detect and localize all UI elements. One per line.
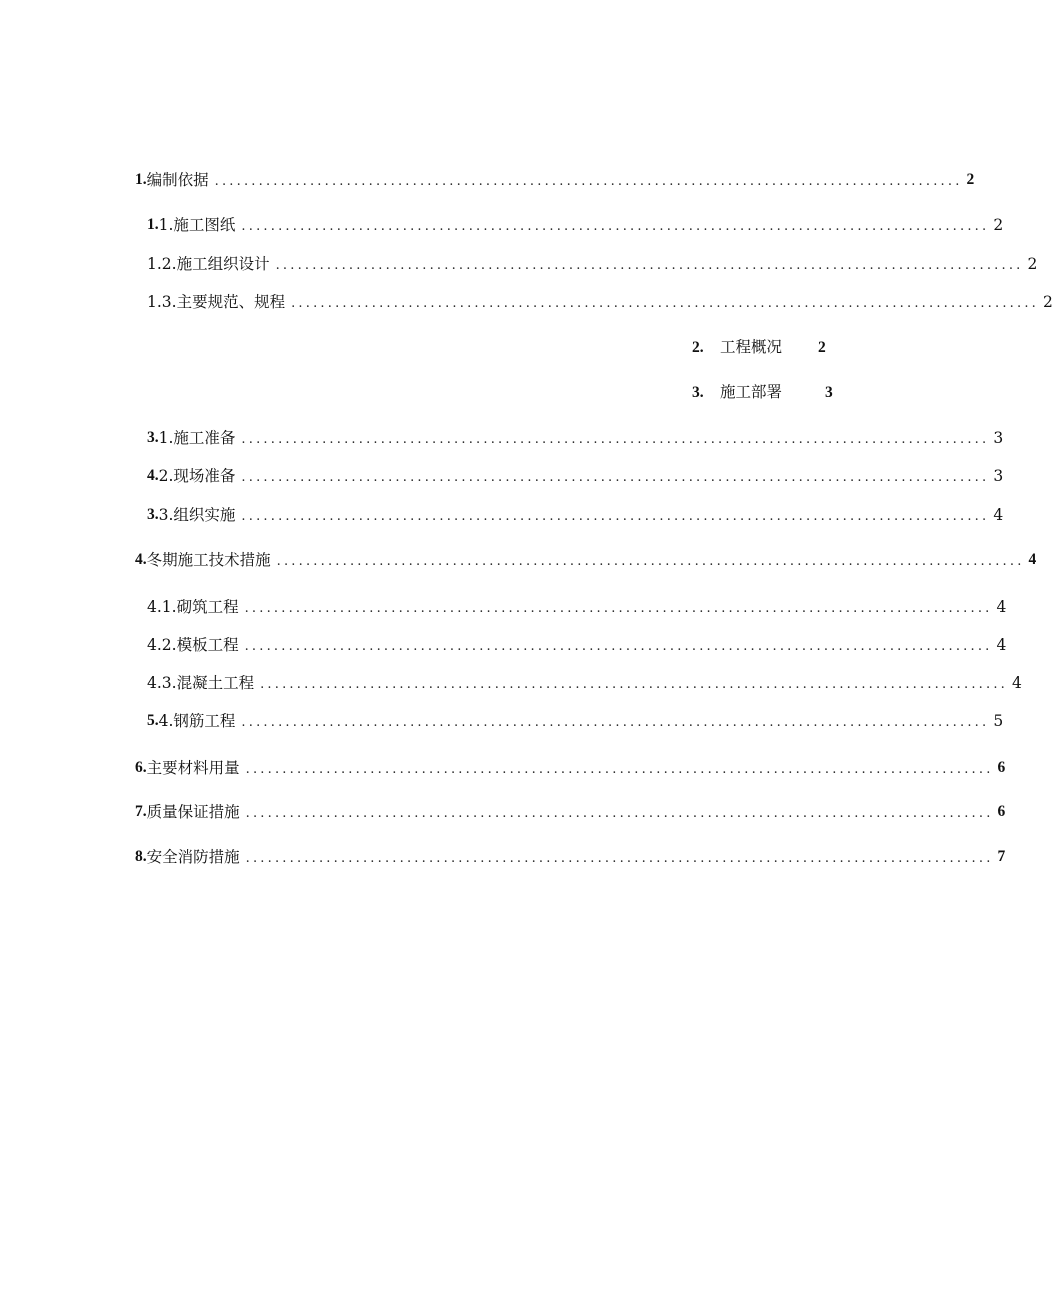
toc-entry-page: 3 bbox=[993, 429, 1004, 447]
toc-entry-title: 施工部署 bbox=[720, 383, 783, 401]
toc-dot-leader: ...................................................................................................... bbox=[244, 601, 993, 616]
toc-dot-leader: ...................................................................................................... bbox=[260, 677, 1008, 692]
toc-dot-leader: ...................................................................................................... bbox=[241, 509, 990, 524]
toc-entry-4-2[interactable] bbox=[147, 634, 1007, 656]
toc-entry-3-1[interactable] bbox=[147, 427, 1004, 449]
toc-entry-number: 1. bbox=[147, 216, 159, 233]
toc-dot-leader: ...................................................................................................... bbox=[275, 258, 1024, 273]
toc-entry-7[interactable] bbox=[135, 801, 1006, 823]
toc-entry-2[interactable] bbox=[692, 336, 833, 358]
toc-dot-leader: ...................................................................................................... bbox=[241, 715, 990, 730]
toc-entry-number: 3. bbox=[147, 506, 159, 523]
toc-entry-title: 2.模板工程 bbox=[161, 636, 239, 654]
toc-dot-leader: ...................................................................................................... bbox=[245, 806, 994, 821]
toc-entry-page: 7 bbox=[997, 848, 1006, 865]
toc-entry-page: 4 bbox=[996, 636, 1007, 654]
toc-entry-title: 主要规范、规程 bbox=[176, 293, 286, 311]
toc-entry-page: 4 bbox=[993, 506, 1004, 524]
toc-dot-leader: ...................................................................................................... bbox=[244, 639, 993, 654]
toc-entry-number: 5. bbox=[147, 712, 159, 729]
toc-entry-title: 工程概况 bbox=[720, 338, 783, 356]
toc-entry-title: 4.钢筋工程 bbox=[158, 712, 236, 730]
toc-entry-title: 施工组织设计 bbox=[176, 255, 270, 273]
toc-entry-number: 4. bbox=[135, 551, 147, 568]
toc-entry-3-3[interactable] bbox=[147, 504, 1004, 526]
toc-entry-number: 1.2. bbox=[147, 255, 177, 273]
toc-entry-number: 2. bbox=[692, 339, 704, 356]
toc-entry-1-3[interactable] bbox=[147, 291, 1053, 313]
toc-entry-4-1[interactable] bbox=[147, 596, 1007, 618]
toc-entry-1[interactable] bbox=[135, 169, 975, 191]
toc-entry-1-1[interactable] bbox=[147, 214, 1004, 236]
toc-entry-number: 3. bbox=[692, 384, 704, 401]
toc-entry-4-3[interactable] bbox=[147, 672, 1022, 694]
toc-entry-page: 6 bbox=[997, 803, 1006, 820]
toc-entry-page: 4 bbox=[996, 598, 1007, 616]
toc-entry-page: 3 bbox=[825, 384, 833, 401]
toc-entry-number: 8. bbox=[135, 848, 147, 865]
toc-dot-leader: ...................................................................................................... bbox=[291, 296, 1039, 311]
toc-entry-page: 2 bbox=[966, 171, 975, 188]
toc-entry-page: 2 bbox=[818, 339, 826, 356]
toc-entry-number: 4. bbox=[147, 636, 162, 654]
toc-entry-1-2[interactable] bbox=[147, 253, 1038, 275]
toc-entry-page: 2 bbox=[1027, 255, 1038, 273]
toc-dot-leader: ...................................................................................................... bbox=[241, 470, 990, 485]
toc-entry-title: 编制依据 bbox=[146, 171, 209, 189]
toc-entry-title: 3.组织实施 bbox=[158, 506, 236, 524]
toc-entry-number: 1. bbox=[135, 171, 147, 188]
toc-entry-page: 2 bbox=[1043, 293, 1053, 311]
toc-dot-leader: ...................................................................................................... bbox=[214, 174, 963, 189]
toc-entry-number: 1.3. bbox=[147, 293, 177, 311]
toc-entry-title: 3.混凝土工程 bbox=[161, 674, 255, 692]
toc-entry-4-4[interactable] bbox=[147, 710, 1004, 732]
toc-entry-title: 1.砌筑工程 bbox=[161, 598, 239, 616]
toc-entry-title: 1.施工图纸 bbox=[158, 216, 236, 234]
toc-entry-title: 安全消防措施 bbox=[146, 848, 240, 866]
toc-entry-page: 4 bbox=[1028, 551, 1037, 568]
toc-entry-page: 2 bbox=[993, 216, 1004, 234]
toc-entry-title: 1.施工准备 bbox=[158, 429, 236, 447]
toc-entry-title: 冬期施工技术措施 bbox=[146, 551, 271, 569]
toc-entry-number: 3. bbox=[147, 429, 159, 446]
toc-entry-page: 5 bbox=[993, 712, 1004, 730]
toc-entry-title: 2.现场准备 bbox=[158, 467, 236, 485]
toc-dot-leader: ...................................................................................................... bbox=[245, 762, 994, 777]
toc-entry-page: 6 bbox=[997, 759, 1006, 776]
toc-dot-leader: ...................................................................................................... bbox=[241, 219, 990, 234]
toc-entry-title: 主要材料用量 bbox=[146, 759, 240, 777]
toc-dot-leader: ...................................................................................................... bbox=[241, 432, 990, 447]
toc-entry-4[interactable] bbox=[135, 549, 1037, 571]
toc-entry-number: 4. bbox=[147, 674, 162, 692]
toc-entry-3[interactable] bbox=[692, 381, 833, 403]
toc-entry-number: 6. bbox=[135, 759, 147, 776]
toc-entry-number: 4. bbox=[147, 467, 159, 484]
toc-entry-8[interactable] bbox=[135, 846, 1006, 868]
toc-dot-leader: ...................................................................................................... bbox=[276, 554, 1025, 569]
toc-entry-number: 4. bbox=[147, 598, 162, 616]
toc-entry-6[interactable] bbox=[135, 757, 1006, 779]
toc-entry-page: 3 bbox=[993, 467, 1004, 485]
toc-dot-leader: ...................................................................................................... bbox=[245, 851, 994, 866]
toc-entry-3-2[interactable] bbox=[147, 465, 1004, 487]
toc-entry-title: 质量保证措施 bbox=[146, 803, 240, 821]
toc-entry-number: 7. bbox=[135, 803, 147, 820]
toc-entry-page: 4 bbox=[1012, 674, 1022, 692]
